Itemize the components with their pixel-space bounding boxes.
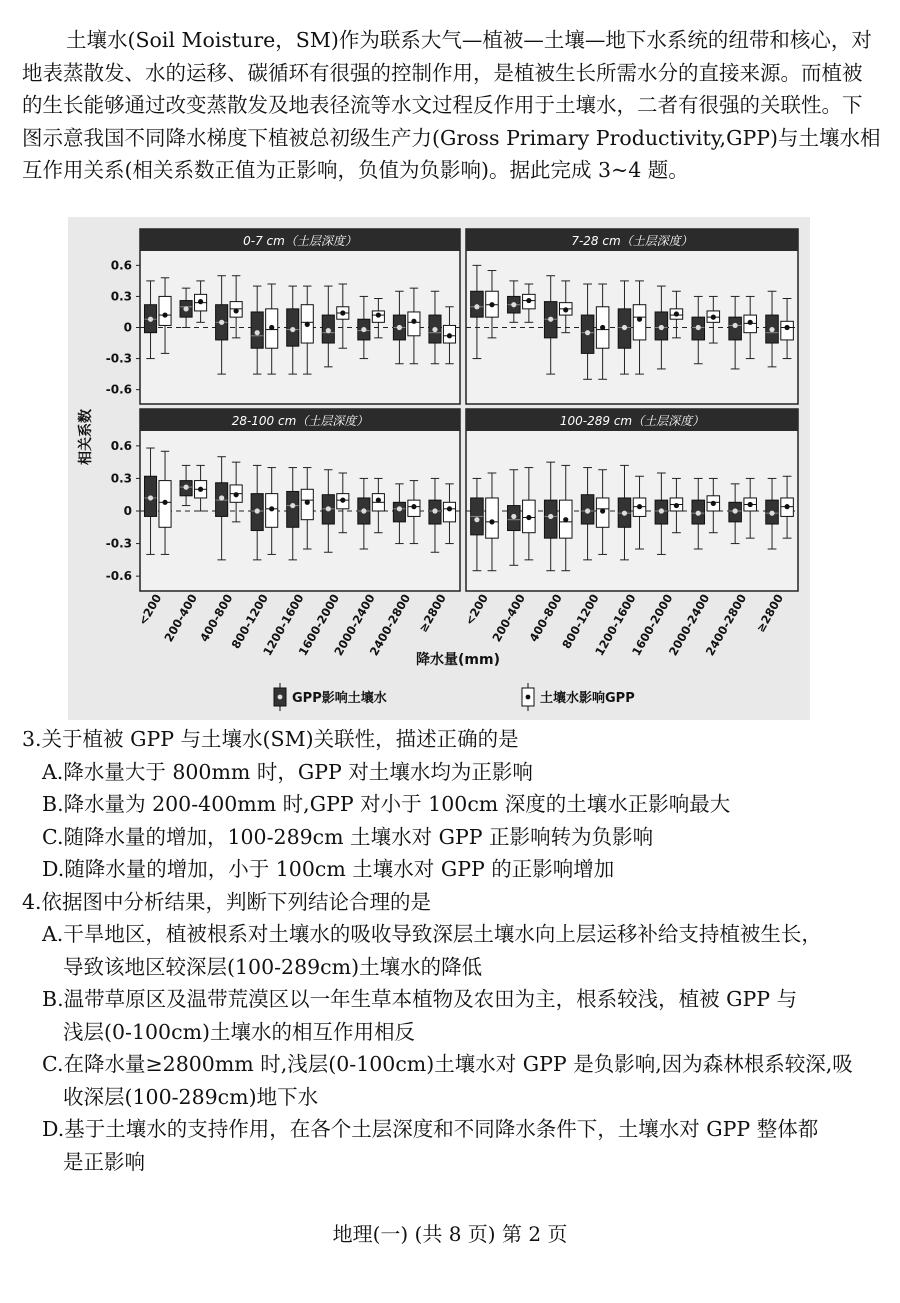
boxplot-figure <box>68 217 810 720</box>
question-3-stem: 3.关于植被 GPP 与土壤水(SM)关联性，描述正确的是 <box>22 727 519 751</box>
mean-dot <box>769 327 774 332</box>
question-4-option-a-line2: 导致该地区较深层(100-289cm)土壤水的降低 <box>63 954 483 979</box>
mean-dot <box>269 506 274 511</box>
x-tick-label: 200-400 <box>489 591 528 645</box>
x-axis-label: 降水量(mm) <box>416 652 500 668</box>
x-tick-label: 1200-1600 <box>592 591 639 659</box>
y-tick-label: 0.6 <box>110 258 132 273</box>
question-4-option-d-line1: D.基于土壤水的支持作用，在各个土层深度和不同降水条件下，土壤水对 GPP 整体都 <box>42 1117 819 1141</box>
mean-dot <box>397 506 402 511</box>
box-iqr <box>781 321 794 340</box>
mean-dot <box>784 325 789 330</box>
panel-title: 100-289 cm（土层深度） <box>559 414 705 428</box>
mean-dot <box>784 504 789 509</box>
legend-label: 土壤水影响GPP <box>540 691 635 706</box>
mean-dot <box>637 504 642 509</box>
mean-dot <box>526 515 531 520</box>
mean-dot <box>290 503 295 508</box>
x-tick-label: 400-800 <box>196 591 236 645</box>
question-3-option-c: C.随降水量的增加，100-289cm 土壤水对 GPP 正影响转为负影响 <box>42 824 654 849</box>
mean-dot <box>674 503 679 508</box>
mean-dot <box>511 302 516 307</box>
question-3-option-b: B.降水量为 200-400mm 时,GPP 对小于 100cm 深度的土壤水正影响最大 <box>42 792 731 816</box>
mean-dot <box>548 317 553 322</box>
x-tick-label: 800-1200 <box>559 591 602 652</box>
mean-dot <box>674 311 679 316</box>
mean-dot <box>622 511 627 516</box>
mean-dot <box>148 495 153 500</box>
mean-dot <box>269 325 274 330</box>
panel-3 <box>106 409 460 591</box>
x-tick-label: 1600-2000 <box>295 591 343 659</box>
intro-text: 土壤水(Soil Moisture，SM)作为联系大气—植被—土壤—地下水系统的纽带和核心，对地表蒸散发、水的运移、碳循环有很强的控制作用，是植被生长所需水分的直接来源。而植被的生长能够通过改变蒸散发及地表径流等水文过程反作用于土壤水，二者有很强的关联性。下图示意我国不同降水梯度下植被总初级生产力(Gross Primary Productivity,GPP)与土壤水相互作用关系(相关系数正值为正影响，负值为负影响)。据此完成 3~4 题。 <box>22 28 881 182</box>
x-tick-label: 2400-2800 <box>366 591 414 659</box>
legend-label: GPP影响土壤水 <box>292 691 387 706</box>
intro-passage <box>22 24 882 187</box>
mean-dot <box>585 508 590 513</box>
mean-dot <box>162 312 167 317</box>
question-4-option-c-line2: 收深层(100-289cm)地下水 <box>63 1084 319 1109</box>
mean-dot <box>376 498 381 503</box>
mean-dot <box>585 330 590 335</box>
x-tick-label: 800-1200 <box>228 591 272 652</box>
question-4-option-c <box>22 1048 888 1113</box>
question-4-option-d-line2: 是正影响 <box>63 1149 145 1174</box>
mean-dot <box>376 312 381 317</box>
x-tick-label: ≥2800 <box>753 591 787 635</box>
mean-dot <box>600 325 605 330</box>
mean-dot <box>183 306 188 311</box>
x-tick-label: ≥2800 <box>415 591 449 635</box>
panel-1 <box>106 229 460 404</box>
mean-dot <box>733 508 738 513</box>
question-4-option-a-line1: A.干旱地区，植被根系对土壤水的吸收导致深层土壤水向上层运移补给支持植被生长， <box>42 922 822 946</box>
question-4-option-d <box>22 1113 888 1178</box>
mean-dot <box>305 500 310 505</box>
x-tick-label: 2000-2400 <box>331 591 378 659</box>
x-tick-label: 2400-2800 <box>702 591 750 659</box>
panel-title: 28-100 cm（土层深度） <box>231 414 369 428</box>
mean-dot <box>198 487 203 492</box>
y-tick-label: -0.3 <box>105 536 132 551</box>
mean-dot <box>219 495 224 500</box>
mean-dot <box>148 317 153 322</box>
x-tick-label: 2000-2400 <box>665 591 713 659</box>
mean-dot <box>474 517 479 522</box>
mean-dot <box>447 333 452 338</box>
mean-dot <box>219 320 224 325</box>
mean-dot <box>255 330 260 335</box>
mean-dot <box>411 319 416 324</box>
mean-dot <box>548 514 553 519</box>
mean-dot <box>305 322 310 327</box>
mean-dot <box>432 508 437 513</box>
mean-dot <box>183 485 188 490</box>
y-axis-label: 相关系数 <box>78 409 94 465</box>
mean-dot <box>340 310 345 315</box>
x-tick-label: <200 <box>135 591 165 628</box>
mean-dot <box>489 519 494 524</box>
mean-dot <box>563 517 568 522</box>
mean-dot <box>711 315 716 320</box>
mean-dot <box>361 508 366 513</box>
mean-dot <box>411 504 416 509</box>
mean-dot <box>290 327 295 332</box>
mean-dot <box>748 320 753 325</box>
question-4-option-b-line2: 浅层(0-100cm)土壤水的相互作用相反 <box>63 1019 416 1044</box>
box-iqr <box>729 317 742 340</box>
question-4-option-b-line1: B.温带草原区及温带荒漠区以一年生草本植物及农田为主，根系较浅，植被 GPP 与 <box>42 987 798 1011</box>
y-tick-label: -0.6 <box>105 382 132 397</box>
box-iqr <box>287 491 299 527</box>
questions-section <box>22 723 888 1178</box>
mean-dot <box>447 506 452 511</box>
box-iqr <box>393 502 405 522</box>
panel-2 <box>466 229 798 404</box>
x-tick-label: 200-400 <box>161 591 200 645</box>
mean-dot <box>769 511 774 516</box>
mean-dot <box>432 327 437 332</box>
mean-dot <box>526 298 531 303</box>
mean-dot <box>711 501 716 506</box>
box-iqr <box>486 498 499 538</box>
question-4-option-a <box>22 918 888 983</box>
y-tick-label: 0.3 <box>110 289 132 304</box>
panel-title: 0-7 cm（土层深度） <box>243 234 357 248</box>
mean-dot <box>622 325 627 330</box>
mean-dot <box>733 323 738 328</box>
mean-dot <box>326 506 331 511</box>
y-tick-label: -0.3 <box>105 351 132 366</box>
mean-dot <box>198 299 203 304</box>
mean-dot <box>511 514 516 519</box>
y-tick-label: 0.3 <box>110 471 132 486</box>
box-iqr <box>633 305 646 340</box>
mean-dot <box>563 307 568 312</box>
panel-title: 7-28 cm（土层深度） <box>571 234 693 248</box>
mean-dot <box>696 511 701 516</box>
mean-dot <box>600 508 605 513</box>
y-tick-label: 0 <box>123 320 132 335</box>
panel-4 <box>466 409 798 591</box>
y-tick-label: 0.6 <box>110 438 132 453</box>
mean-dot <box>696 325 701 330</box>
legend-mean-dot <box>278 695 283 700</box>
mean-dot <box>255 508 260 513</box>
question-4-stem: 4.依据图中分析结果，判断下列结论合理的是 <box>22 889 432 914</box>
mean-dot <box>659 325 664 330</box>
x-tick-label: 1200-1600 <box>260 591 307 659</box>
box-iqr <box>159 296 171 325</box>
question-3-option-d: D.随降水量的增加，小于 100cm 土壤水对 GPP 的正影响增加 <box>42 857 615 881</box>
box-iqr <box>544 500 557 538</box>
mean-dot <box>326 328 331 333</box>
x-tick-label: 400-800 <box>526 591 565 645</box>
question-4-option-b <box>22 983 888 1048</box>
mean-dot <box>162 500 167 505</box>
x-tick-label: 1600-2000 <box>628 591 676 659</box>
box-iqr <box>443 502 455 522</box>
y-tick-label: 0 <box>123 504 132 518</box>
mean-dot <box>234 308 239 313</box>
mean-dot <box>474 304 479 309</box>
mean-dot <box>234 492 239 497</box>
mean-dot <box>489 302 494 307</box>
mean-dot <box>340 498 345 503</box>
mean-dot <box>748 502 753 507</box>
mean-dot <box>659 508 664 513</box>
mean-dot <box>397 325 402 330</box>
mean-dot <box>361 327 366 332</box>
question-3-option-a: A.降水量大于 800mm 时，GPP 对土壤水均为正影响 <box>42 759 533 784</box>
question-4-option-c-line1: C.在降水量≥2800mm 时,浅层(0-100cm)土壤水对 GPP 是负影响,因为森林根系较深,吸 <box>42 1052 853 1076</box>
legend-mean-dot <box>526 695 531 700</box>
boxplot-chart <box>68 217 810 720</box>
y-tick-label: -0.6 <box>105 569 132 584</box>
mean-dot <box>637 317 642 322</box>
x-tick-label: <200 <box>462 591 492 628</box>
page-footer: 地理(一) (共 8 页) 第 2 页 <box>332 1222 568 1246</box>
